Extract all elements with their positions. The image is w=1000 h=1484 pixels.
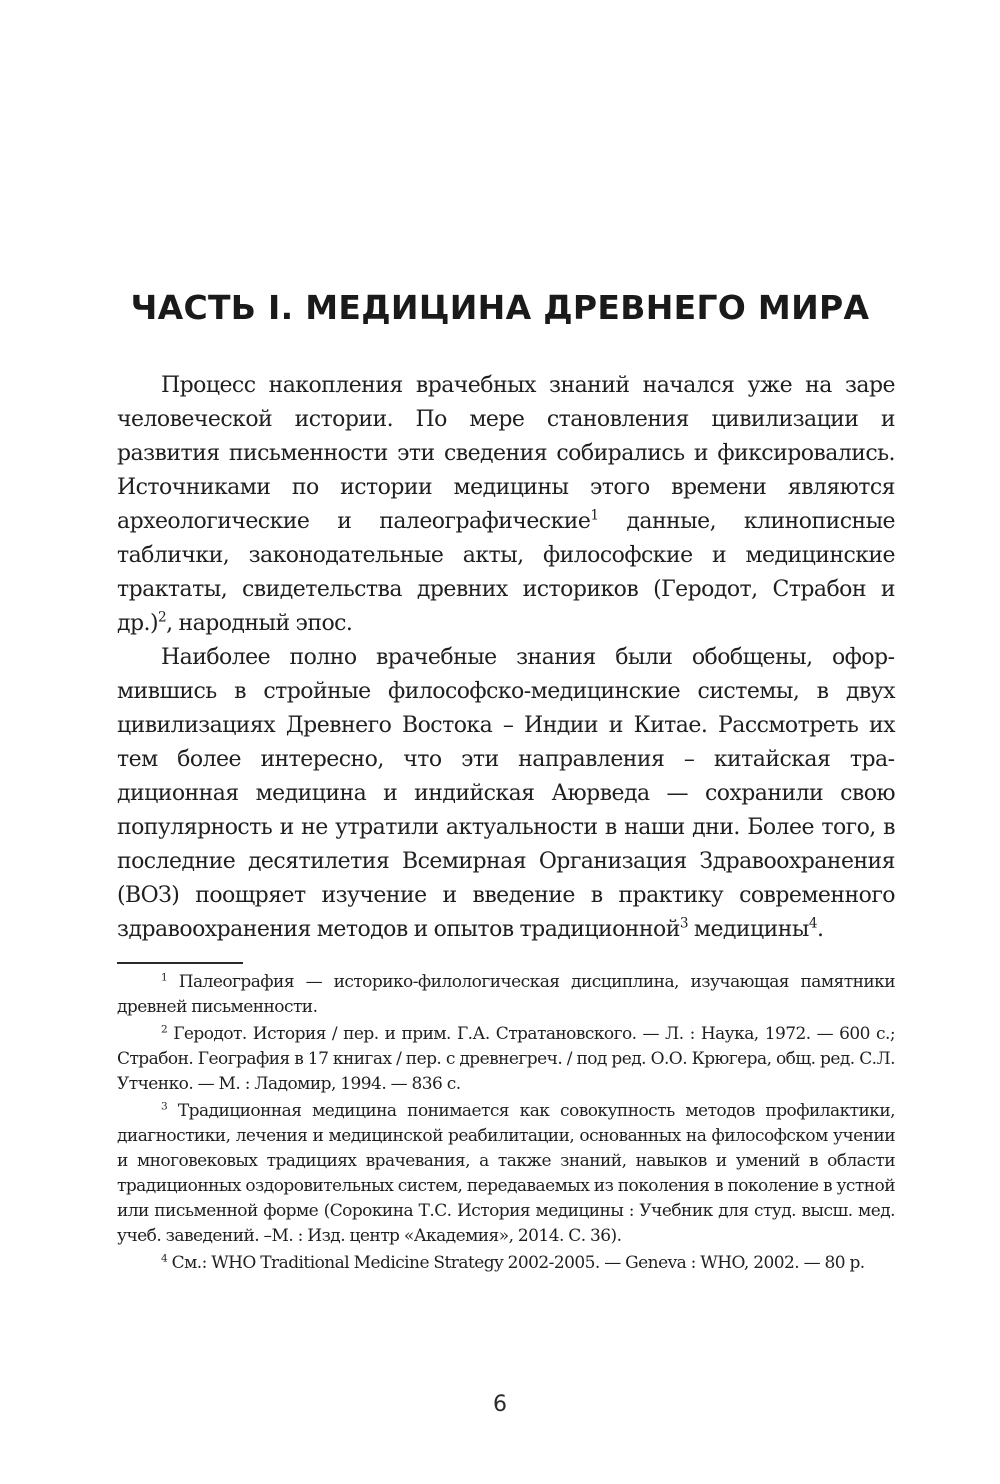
paragraph-text: медицины (687, 917, 809, 942)
footnote-number: 4 (161, 1252, 168, 1265)
paragraph-text: Процесс накопления врачебных знаний начался уже на заре человеческой истории. По мере становления цивилизации и развития письменности эти сведения собирались и фиксировались. Источниками по истории медицины этого времени являются археологические и палеографические (117, 373, 895, 534)
footnote-divider (117, 962, 243, 964)
footnote-number: 1 (161, 971, 168, 984)
paragraph-text: . (816, 917, 824, 942)
footnote-text: Традиционная медицина понимается как совокупность методов профилактики, диагностики, лечения и медицинской реабилитации, основанных на философском учении и многовековых традициях врачевания, а также знаний, навыков и умений в области традиционных оздоровительных систем, передаваемых из поколения в поколение в устной или письменной форме (Сорокина Т.С. История медицины : Учебник для студ. высш. мед. учеб. заведений. –М. : Изд. центр «Академия», 2014. С. 36). (117, 1101, 895, 1246)
footnote-text: Палеография — историко-филологическая дисциплина, изучающая памятники древней письменности. (117, 972, 895, 1017)
chapter-title: ЧАСТЬ I. МЕДИЦИНА ДРЕВНЕГО МИРА (130, 288, 870, 327)
footnotes (117, 970, 895, 1278)
footnote-number: 2 (161, 1023, 168, 1036)
footnote-number: 3 (161, 1100, 168, 1113)
footnote-ref: 3 (679, 915, 688, 932)
paragraph-1 (117, 369, 895, 641)
page-number: 6 (493, 1392, 507, 1417)
paragraph-2 (117, 641, 895, 947)
footnote-text: См.: WHO Traditional Medicine Strategy 2002-2005. — Geneva : WHO, 2002. — 80 p. (167, 1253, 865, 1273)
main-text (117, 369, 895, 947)
paragraph-text: данные, клинописные таблички, законодательные акты, философские и медицинские трактаты, свидетельства древних историков (Геродот, Страбон и др.) (117, 509, 896, 636)
footnote-ref: 2 (158, 609, 167, 626)
footnote-ref: 4 (808, 915, 817, 932)
paragraph-text: , народный эпос. (166, 611, 353, 636)
paragraph-text: Наиболее полно врачебные знания были обобщены, оформившись в стройные философско-медицинские системы, в двух цивилизациях Древнего Востока – Индии и Китае. Рассмотреть их тем более интересно, что эти направления – китайская традиционная медицина и индийская Аюрведа — сохранили свою популярность и не утратили актуальности в наши дни. Более того, в последние десятилетия Всемирная Организация Здравоохранения (ВОЗ) поощряет изучение и введение в практику современного здравоохранения методов и опытов традиционной (117, 645, 895, 942)
footnote-1 (117, 970, 895, 1020)
footnote-2 (117, 1022, 895, 1097)
footnote-text: Геродот. История / пер. и прим. Г.А. Стратановского. — Л. : Наука, 1972. — 600 с.; Страбон. География в 17 книгах / пер. с древнегреч. / под ред. О.О. Крюгера, общ. ред. С.Л. Утченко. — М. : Ладомир, 1994. — 836 с. (117, 1024, 895, 1094)
footnote-3 (117, 1099, 895, 1249)
footnote-ref: 1 (590, 507, 599, 524)
footnote-4 (117, 1251, 895, 1276)
